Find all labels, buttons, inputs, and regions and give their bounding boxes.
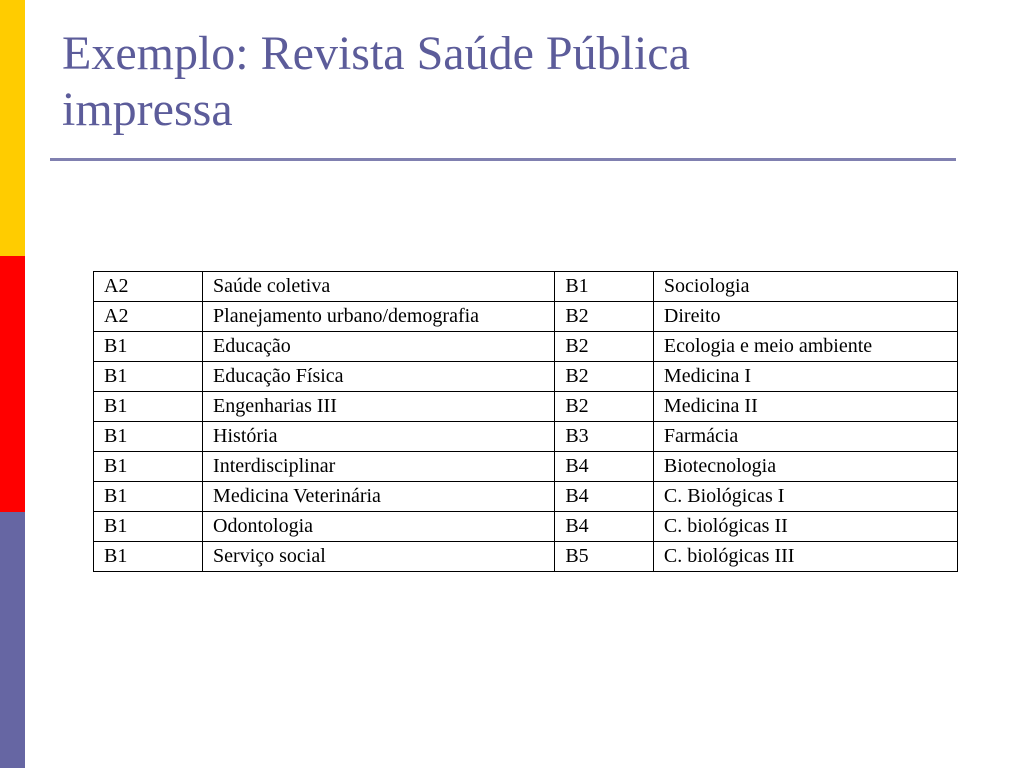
qualis-rating-right: B5 — [555, 542, 654, 572]
qualis-rating-left: B1 — [94, 392, 203, 422]
qualis-rating-left: B1 — [94, 452, 203, 482]
table-body — [94, 272, 958, 572]
table-row — [94, 422, 958, 452]
qualis-rating-right: B3 — [555, 422, 654, 452]
area-name-left: Serviço social — [203, 542, 555, 572]
qualis-table — [93, 271, 958, 572]
qualis-rating-left: B1 — [94, 362, 203, 392]
table-row — [94, 452, 958, 482]
area-name-right: C. Biológicas I — [653, 482, 957, 512]
area-name-right: Biotecnologia — [653, 452, 957, 482]
qualis-rating-right: B4 — [555, 512, 654, 542]
title-underline — [50, 158, 956, 161]
table-row — [94, 392, 958, 422]
table-row — [94, 272, 958, 302]
table-row — [94, 302, 958, 332]
area-name-left: Planejamento urbano/demografia — [203, 302, 555, 332]
area-name-right: Medicina I — [653, 362, 957, 392]
qualis-rating-left: B1 — [94, 332, 203, 362]
qualis-rating-right: B2 — [555, 362, 654, 392]
qualis-rating-left: A2 — [94, 302, 203, 332]
area-name-left: Odontologia — [203, 512, 555, 542]
slide-title: Exemplo: Revista Saúde Pública impressa — [62, 27, 690, 136]
area-name-left: Medicina Veterinária — [203, 482, 555, 512]
area-name-left: Educação — [203, 332, 555, 362]
area-name-left: Saúde coletiva — [203, 272, 555, 302]
area-name-left: Interdisciplinar — [203, 452, 555, 482]
table-row — [94, 542, 958, 572]
qualis-rating-right: B2 — [555, 392, 654, 422]
qualis-rating-left: B1 — [94, 482, 203, 512]
table-row — [94, 362, 958, 392]
area-name-right: Sociologia — [653, 272, 957, 302]
area-name-right: Direito — [653, 302, 957, 332]
qualis-rating-right: B4 — [555, 482, 654, 512]
table-row — [94, 332, 958, 362]
table-row — [94, 512, 958, 542]
area-name-left: História — [203, 422, 555, 452]
area-name-right: Medicina II — [653, 392, 957, 422]
decorative-bar-red — [0, 256, 25, 512]
decorative-bar-blue — [0, 512, 25, 768]
area-name-left: Educação Física — [203, 362, 555, 392]
area-name-right: Ecologia e meio ambiente — [653, 332, 957, 362]
qualis-rating-left: B1 — [94, 422, 203, 452]
area-name-right: C. biológicas II — [653, 512, 957, 542]
qualis-rating-right: B1 — [555, 272, 654, 302]
qualis-rating-right: B4 — [555, 452, 654, 482]
area-name-left: Engenharias III — [203, 392, 555, 422]
qualis-rating-left: B1 — [94, 512, 203, 542]
area-name-right: Farmácia — [653, 422, 957, 452]
qualis-rating-left: B1 — [94, 542, 203, 572]
table-row — [94, 482, 958, 512]
qualis-rating-left: A2 — [94, 272, 203, 302]
qualis-rating-right: B2 — [555, 332, 654, 362]
area-name-right: C. biológicas III — [653, 542, 957, 572]
decorative-bar-yellow — [0, 0, 25, 256]
qualis-rating-right: B2 — [555, 302, 654, 332]
